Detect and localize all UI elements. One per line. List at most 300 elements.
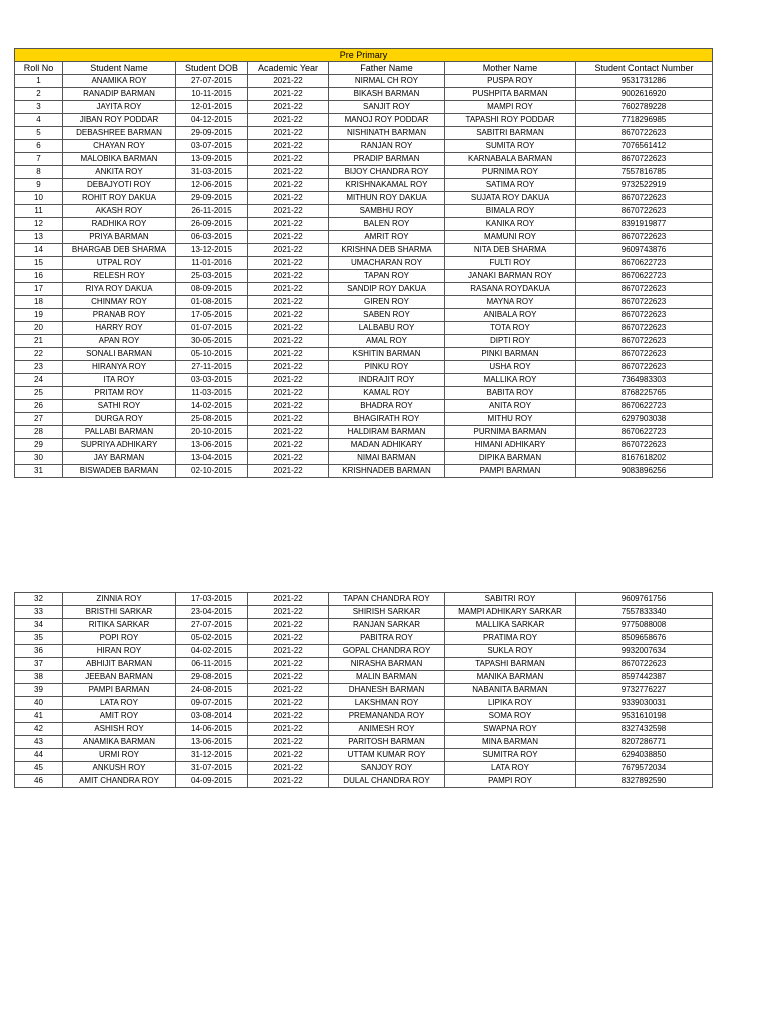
table-row: [15, 697, 713, 710]
father-name-cell: SANJIT ROY: [329, 101, 445, 114]
sheet-title: Pre Primary: [15, 49, 713, 62]
roll-no-cell: 18: [15, 296, 63, 309]
roll-no-cell: 36: [15, 645, 63, 658]
roll-no-cell: 34: [15, 619, 63, 632]
student-dob-cell: 24-08-2015: [176, 684, 248, 697]
student-dob-cell: 03-07-2015: [176, 140, 248, 153]
academic-year-cell: 2021-22: [248, 257, 329, 270]
academic-year-cell: 2021-22: [248, 283, 329, 296]
student-dob-cell: 04-09-2015: [176, 775, 248, 788]
student-dob-cell: 05-02-2015: [176, 632, 248, 645]
contact-number-cell: 8670722623: [576, 127, 713, 140]
student-dob-cell: 29-09-2015: [176, 127, 248, 140]
student-name-cell: RANADIP BARMAN: [63, 88, 176, 101]
roll-no-cell: 11: [15, 205, 63, 218]
student-name-cell: PRIYA BARMAN: [63, 231, 176, 244]
mother-name-cell: PINKI BARMAN: [445, 348, 576, 361]
mother-name-cell: PUSPA ROY: [445, 75, 576, 88]
father-name-cell: SHIRISH SARKAR: [329, 606, 445, 619]
mother-name-cell: PURNIMA ROY: [445, 166, 576, 179]
contact-number-cell: 9609743876: [576, 244, 713, 257]
table-row: [15, 127, 713, 140]
academic-year-cell: 2021-22: [248, 645, 329, 658]
table-row: [15, 400, 713, 413]
roll-no-cell: 42: [15, 723, 63, 736]
mother-name-cell: MAMUNI ROY: [445, 231, 576, 244]
roll-no-cell: 26: [15, 400, 63, 413]
student-name-cell: BRISTHI SARKAR: [63, 606, 176, 619]
academic-year-cell: 2021-22: [248, 75, 329, 88]
student-name-cell: URMI ROY: [63, 749, 176, 762]
table-row: [15, 619, 713, 632]
mother-name-cell: MINA BARMAN: [445, 736, 576, 749]
student-name-cell: SATHI ROY: [63, 400, 176, 413]
roll-no-cell: 5: [15, 127, 63, 140]
student-dob-cell: 13-04-2015: [176, 452, 248, 465]
table-body: [15, 593, 713, 788]
roll-no-cell: 29: [15, 439, 63, 452]
student-name-cell: PALLABI BARMAN: [63, 426, 176, 439]
student-name-cell: JAYITA ROY: [63, 101, 176, 114]
student-name-cell: DEBAJYOTI ROY: [63, 179, 176, 192]
student-dob-cell: 20-10-2015: [176, 426, 248, 439]
column-header: Student Contact Number: [576, 62, 713, 75]
student-dob-cell: 13-06-2015: [176, 736, 248, 749]
mother-name-cell: JANAKI BARMAN ROY: [445, 270, 576, 283]
mother-name-cell: TAPASHI ROY PODDAR: [445, 114, 576, 127]
table-body: [15, 75, 713, 478]
mother-name-cell: DIPTI ROY: [445, 335, 576, 348]
student-name-cell: UTPAL ROY: [63, 257, 176, 270]
mother-name-cell: SUKLA ROY: [445, 645, 576, 658]
academic-year-cell: 2021-22: [248, 361, 329, 374]
contact-number-cell: 8670722623: [576, 348, 713, 361]
contact-number-cell: 7602789228: [576, 101, 713, 114]
academic-year-cell: 2021-22: [248, 127, 329, 140]
father-name-cell: RANJAN ROY: [329, 140, 445, 153]
student-dob-cell: 27-07-2015: [176, 619, 248, 632]
father-name-cell: LALBABU ROY: [329, 322, 445, 335]
student-name-cell: SONALI BARMAN: [63, 348, 176, 361]
student-dob-cell: 17-05-2015: [176, 309, 248, 322]
father-name-cell: TAPAN CHANDRA ROY: [329, 593, 445, 606]
father-name-cell: SANJOY ROY: [329, 762, 445, 775]
table-row: [15, 205, 713, 218]
contact-number-cell: 8670722623: [576, 361, 713, 374]
student-name-cell: PRITAM ROY: [63, 387, 176, 400]
roll-no-cell: 15: [15, 257, 63, 270]
student-dob-cell: 06-03-2015: [176, 231, 248, 244]
mother-name-cell: LIPIKA ROY: [445, 697, 576, 710]
father-name-cell: NIRASHA BARMAN: [329, 658, 445, 671]
contact-number-cell: 8670722623: [576, 439, 713, 452]
student-name-cell: HARRY ROY: [63, 322, 176, 335]
father-name-cell: PREMANANDA ROY: [329, 710, 445, 723]
roll-no-cell: 40: [15, 697, 63, 710]
student-dob-cell: 12-06-2015: [176, 179, 248, 192]
student-dob-cell: 25-08-2015: [176, 413, 248, 426]
mother-name-cell: MAMPI ADHIKARY SARKAR: [445, 606, 576, 619]
father-name-cell: INDRAJIT ROY: [329, 374, 445, 387]
mother-name-cell: SWAPNA ROY: [445, 723, 576, 736]
academic-year-cell: 2021-22: [248, 749, 329, 762]
student-name-cell: AMIT ROY: [63, 710, 176, 723]
contact-number-cell: 8670722623: [576, 658, 713, 671]
academic-year-cell: 2021-22: [248, 465, 329, 478]
student-dob-cell: 25-03-2015: [176, 270, 248, 283]
student-dob-cell: 14-06-2015: [176, 723, 248, 736]
roll-no-cell: 39: [15, 684, 63, 697]
mother-name-cell: MALLIKA ROY: [445, 374, 576, 387]
table-row: [15, 710, 713, 723]
contact-number-cell: 6297903038: [576, 413, 713, 426]
roll-no-cell: 31: [15, 465, 63, 478]
student-name-cell: ABHIJIT BARMAN: [63, 658, 176, 671]
father-name-cell: DHANESH BARMAN: [329, 684, 445, 697]
contact-number-cell: 9775088008: [576, 619, 713, 632]
table-row: [15, 671, 713, 684]
column-header: Father Name: [329, 62, 445, 75]
table-row: [15, 140, 713, 153]
contact-number-cell: 9932007634: [576, 645, 713, 658]
contact-number-cell: 8327432598: [576, 723, 713, 736]
table-row: [15, 465, 713, 478]
student-name-cell: DEBASHREE BARMAN: [63, 127, 176, 140]
mother-name-cell: TAPASHI BARMAN: [445, 658, 576, 671]
table-row: [15, 101, 713, 114]
father-name-cell: ANIMESH ROY: [329, 723, 445, 736]
academic-year-cell: 2021-22: [248, 140, 329, 153]
student-name-cell: RITIKA SARKAR: [63, 619, 176, 632]
academic-year-cell: 2021-22: [248, 192, 329, 205]
table-row: [15, 270, 713, 283]
table-row: [15, 218, 713, 231]
table-row: [15, 88, 713, 101]
mother-name-cell: NITA DEB SHARMA: [445, 244, 576, 257]
student-name-cell: HIRANYA ROY: [63, 361, 176, 374]
table-row: [15, 606, 713, 619]
father-name-cell: PRADIP BARMAN: [329, 153, 445, 166]
academic-year-cell: 2021-22: [248, 671, 329, 684]
contact-number-cell: 8670622723: [576, 257, 713, 270]
student-dob-cell: 11-01-2016: [176, 257, 248, 270]
student-dob-cell: 17-03-2015: [176, 593, 248, 606]
student-dob-cell: 26-09-2015: [176, 218, 248, 231]
father-name-cell: BALEN ROY: [329, 218, 445, 231]
table-row: [15, 231, 713, 244]
mother-name-cell: SUMITRA ROY: [445, 749, 576, 762]
student-dob-cell: 31-07-2015: [176, 762, 248, 775]
mother-name-cell: KARNABALA BARMAN: [445, 153, 576, 166]
father-name-cell: LAKSHMAN ROY: [329, 697, 445, 710]
contact-number-cell: 8670622723: [576, 426, 713, 439]
father-name-cell: NIRMAL CH ROY: [329, 75, 445, 88]
roll-no-cell: 14: [15, 244, 63, 257]
roll-no-cell: 41: [15, 710, 63, 723]
father-name-cell: AMRIT ROY: [329, 231, 445, 244]
mother-name-cell: LATA ROY: [445, 762, 576, 775]
roll-no-cell: 16: [15, 270, 63, 283]
contact-number-cell: 7076561412: [576, 140, 713, 153]
contact-number-cell: 8207286771: [576, 736, 713, 749]
roll-no-cell: 19: [15, 309, 63, 322]
contact-number-cell: 7364983303: [576, 374, 713, 387]
student-name-cell: APAN ROY: [63, 335, 176, 348]
father-name-cell: KAMAL ROY: [329, 387, 445, 400]
student-name-cell: HIRAN ROY: [63, 645, 176, 658]
table-row: [15, 166, 713, 179]
roll-no-cell: 21: [15, 335, 63, 348]
mother-name-cell: BIMALA ROY: [445, 205, 576, 218]
mother-name-cell: DIPIKA BARMAN: [445, 452, 576, 465]
father-name-cell: AMAL ROY: [329, 335, 445, 348]
academic-year-cell: 2021-22: [248, 374, 329, 387]
table-row: [15, 632, 713, 645]
father-name-cell: KRISHNADEB BARMAN: [329, 465, 445, 478]
student-dob-cell: 03-03-2015: [176, 374, 248, 387]
father-name-cell: SANDIP ROY DAKUA: [329, 283, 445, 296]
mother-name-cell: SOMA ROY: [445, 710, 576, 723]
mother-name-cell: MAYNA ROY: [445, 296, 576, 309]
student-dob-cell: 30-05-2015: [176, 335, 248, 348]
roll-no-cell: 17: [15, 283, 63, 296]
table-row: [15, 684, 713, 697]
table-row: [15, 426, 713, 439]
student-dob-cell: 29-08-2015: [176, 671, 248, 684]
table-row: [15, 361, 713, 374]
table-row: [15, 439, 713, 452]
student-name-cell: ANAMIKA BARMAN: [63, 736, 176, 749]
column-header: Roll No: [15, 62, 63, 75]
student-dob-cell: 31-12-2015: [176, 749, 248, 762]
table-row: [15, 413, 713, 426]
contact-number-cell: 9002616920: [576, 88, 713, 101]
table-row: [15, 257, 713, 270]
student-dob-cell: 13-06-2015: [176, 439, 248, 452]
roll-no-cell: 2: [15, 88, 63, 101]
student-name-cell: LATA ROY: [63, 697, 176, 710]
academic-year-cell: 2021-22: [248, 619, 329, 632]
student-name-cell: CHINMAY ROY: [63, 296, 176, 309]
academic-year-cell: 2021-22: [248, 153, 329, 166]
student-dob-cell: 29-09-2015: [176, 192, 248, 205]
roll-no-cell: 23: [15, 361, 63, 374]
father-name-cell: UTTAM KUMAR ROY: [329, 749, 445, 762]
academic-year-cell: 2021-22: [248, 632, 329, 645]
father-name-cell: SAMBHU ROY: [329, 205, 445, 218]
student-name-cell: ANKUSH ROY: [63, 762, 176, 775]
student-name-cell: POPI ROY: [63, 632, 176, 645]
roll-no-cell: 13: [15, 231, 63, 244]
contact-number-cell: 9732776227: [576, 684, 713, 697]
student-name-cell: ANKITA ROY: [63, 166, 176, 179]
academic-year-cell: 2021-22: [248, 231, 329, 244]
table-row: [15, 736, 713, 749]
academic-year-cell: 2021-22: [248, 439, 329, 452]
father-name-cell: RANJAN SARKAR: [329, 619, 445, 632]
mother-name-cell: ANITA ROY: [445, 400, 576, 413]
student-name-cell: ZINNIA ROY: [63, 593, 176, 606]
contact-number-cell: 9083896256: [576, 465, 713, 478]
roll-no-cell: 22: [15, 348, 63, 361]
student-dob-cell: 10-11-2015: [176, 88, 248, 101]
father-name-cell: PARITOSH BARMAN: [329, 736, 445, 749]
academic-year-cell: 2021-22: [248, 452, 329, 465]
student-dob-cell: 26-11-2015: [176, 205, 248, 218]
roll-no-cell: 27: [15, 413, 63, 426]
table-row: [15, 348, 713, 361]
roll-no-cell: 20: [15, 322, 63, 335]
mother-name-cell: KANIKA ROY: [445, 218, 576, 231]
mother-name-cell: MANIKA BARMAN: [445, 671, 576, 684]
contact-number-cell: 9531731286: [576, 75, 713, 88]
father-name-cell: UMACHARAN ROY: [329, 257, 445, 270]
student-name-cell: ROHIT ROY DAKUA: [63, 192, 176, 205]
roll-no-cell: 10: [15, 192, 63, 205]
student-name-cell: CHAYAN ROY: [63, 140, 176, 153]
student-name-cell: ASHISH ROY: [63, 723, 176, 736]
student-name-cell: BISWADEB BARMAN: [63, 465, 176, 478]
roll-no-cell: 6: [15, 140, 63, 153]
roll-no-cell: 7: [15, 153, 63, 166]
father-name-cell: MITHUN ROY DAKUA: [329, 192, 445, 205]
father-name-cell: MADAN ADHIKARY: [329, 439, 445, 452]
student-name-cell: MALOBIKA BARMAN: [63, 153, 176, 166]
academic-year-cell: 2021-22: [248, 387, 329, 400]
contact-number-cell: 8670622723: [576, 270, 713, 283]
student-name-cell: JAY BARMAN: [63, 452, 176, 465]
father-name-cell: DULAL CHANDRA ROY: [329, 775, 445, 788]
student-dob-cell: 01-07-2015: [176, 322, 248, 335]
student-dob-cell: 11-03-2015: [176, 387, 248, 400]
academic-year-cell: 2021-22: [248, 684, 329, 697]
father-name-cell: MALIN BARMAN: [329, 671, 445, 684]
academic-year-cell: 2021-22: [248, 413, 329, 426]
column-header: Student Name: [63, 62, 176, 75]
roll-no-cell: 37: [15, 658, 63, 671]
student-name-cell: ITA ROY: [63, 374, 176, 387]
student-name-cell: RELESH ROY: [63, 270, 176, 283]
contact-number-cell: 8670722623: [576, 296, 713, 309]
father-name-cell: PINKU ROY: [329, 361, 445, 374]
contact-number-cell: 8670722623: [576, 192, 713, 205]
student-dob-cell: 14-02-2015: [176, 400, 248, 413]
roll-no-cell: 30: [15, 452, 63, 465]
table-row: [15, 244, 713, 257]
table-row: [15, 283, 713, 296]
table-row: [15, 322, 713, 335]
father-name-cell: HALDIRAM BARMAN: [329, 426, 445, 439]
mother-name-cell: RASANA ROYDAKUA: [445, 283, 576, 296]
roll-no-cell: 9: [15, 179, 63, 192]
student-dob-cell: 23-04-2015: [176, 606, 248, 619]
column-header: Student DOB: [176, 62, 248, 75]
roll-no-cell: 1: [15, 75, 63, 88]
mother-name-cell: MITHU ROY: [445, 413, 576, 426]
father-name-cell: TAPAN ROY: [329, 270, 445, 283]
contact-number-cell: 7557816785: [576, 166, 713, 179]
contact-number-cell: 8670722623: [576, 322, 713, 335]
father-name-cell: NISHINATH BARMAN: [329, 127, 445, 140]
student-name-cell: JEEBAN BARMAN: [63, 671, 176, 684]
contact-number-cell: 9339030031: [576, 697, 713, 710]
roll-no-cell: 12: [15, 218, 63, 231]
student-table-page-1: [14, 48, 713, 478]
table-row: [15, 762, 713, 775]
mother-name-cell: BABITA ROY: [445, 387, 576, 400]
table-row: [15, 645, 713, 658]
table-row: [15, 593, 713, 606]
roll-no-cell: 43: [15, 736, 63, 749]
table-row: [15, 658, 713, 671]
contact-number-cell: 8768225765: [576, 387, 713, 400]
roll-no-cell: 24: [15, 374, 63, 387]
father-name-cell: GIREN ROY: [329, 296, 445, 309]
student-dob-cell: 05-10-2015: [176, 348, 248, 361]
table-row: [15, 374, 713, 387]
student-dob-cell: 06-11-2015: [176, 658, 248, 671]
contact-number-cell: 9732522919: [576, 179, 713, 192]
student-table-page-2: [14, 592, 713, 788]
academic-year-cell: 2021-22: [248, 426, 329, 439]
academic-year-cell: 2021-22: [248, 205, 329, 218]
mother-name-cell: PAMPI BARMAN: [445, 465, 576, 478]
academic-year-cell: 2021-22: [248, 114, 329, 127]
contact-number-cell: 8670722623: [576, 153, 713, 166]
student-dob-cell: 27-11-2015: [176, 361, 248, 374]
student-dob-cell: 04-12-2015: [176, 114, 248, 127]
academic-year-cell: 2021-22: [248, 296, 329, 309]
table-row: [15, 387, 713, 400]
mother-name-cell: PAMPI ROY: [445, 775, 576, 788]
roll-no-cell: 38: [15, 671, 63, 684]
academic-year-cell: 2021-22: [248, 762, 329, 775]
student-dob-cell: 09-07-2015: [176, 697, 248, 710]
mother-name-cell: PUSHPITA BARMAN: [445, 88, 576, 101]
student-name-cell: JIBAN ROY PODDAR: [63, 114, 176, 127]
column-header: Mother Name: [445, 62, 576, 75]
father-name-cell: PABITRA ROY: [329, 632, 445, 645]
mother-name-cell: TOTA ROY: [445, 322, 576, 335]
student-name-cell: PAMPI BARMAN: [63, 684, 176, 697]
academic-year-cell: 2021-22: [248, 400, 329, 413]
student-dob-cell: 27-07-2015: [176, 75, 248, 88]
father-name-cell: BHADRA ROY: [329, 400, 445, 413]
academic-year-cell: 2021-22: [248, 166, 329, 179]
table-row: [15, 192, 713, 205]
academic-year-cell: 2021-22: [248, 244, 329, 257]
student-dob-cell: 03-08-2014: [176, 710, 248, 723]
contact-number-cell: 9531610198: [576, 710, 713, 723]
roll-no-cell: 44: [15, 749, 63, 762]
table-row: [15, 452, 713, 465]
contact-number-cell: 8670722623: [576, 283, 713, 296]
student-name-cell: RADHIKA ROY: [63, 218, 176, 231]
student-dob-cell: 13-12-2015: [176, 244, 248, 257]
father-name-cell: SABEN ROY: [329, 309, 445, 322]
father-name-cell: KRISHNA DEB SHARMA: [329, 244, 445, 257]
academic-year-cell: 2021-22: [248, 710, 329, 723]
academic-year-cell: 2021-22: [248, 723, 329, 736]
mother-name-cell: NABANITA BARMAN: [445, 684, 576, 697]
academic-year-cell: 2021-22: [248, 218, 329, 231]
student-name-cell: AMIT CHANDRA ROY: [63, 775, 176, 788]
contact-number-cell: 6294038850: [576, 749, 713, 762]
student-name-cell: SUPRIYA ADHIKARY: [63, 439, 176, 452]
father-name-cell: KRISHNAKAMAL ROY: [329, 179, 445, 192]
academic-year-cell: 2021-22: [248, 736, 329, 749]
contact-number-cell: 8597442387: [576, 671, 713, 684]
